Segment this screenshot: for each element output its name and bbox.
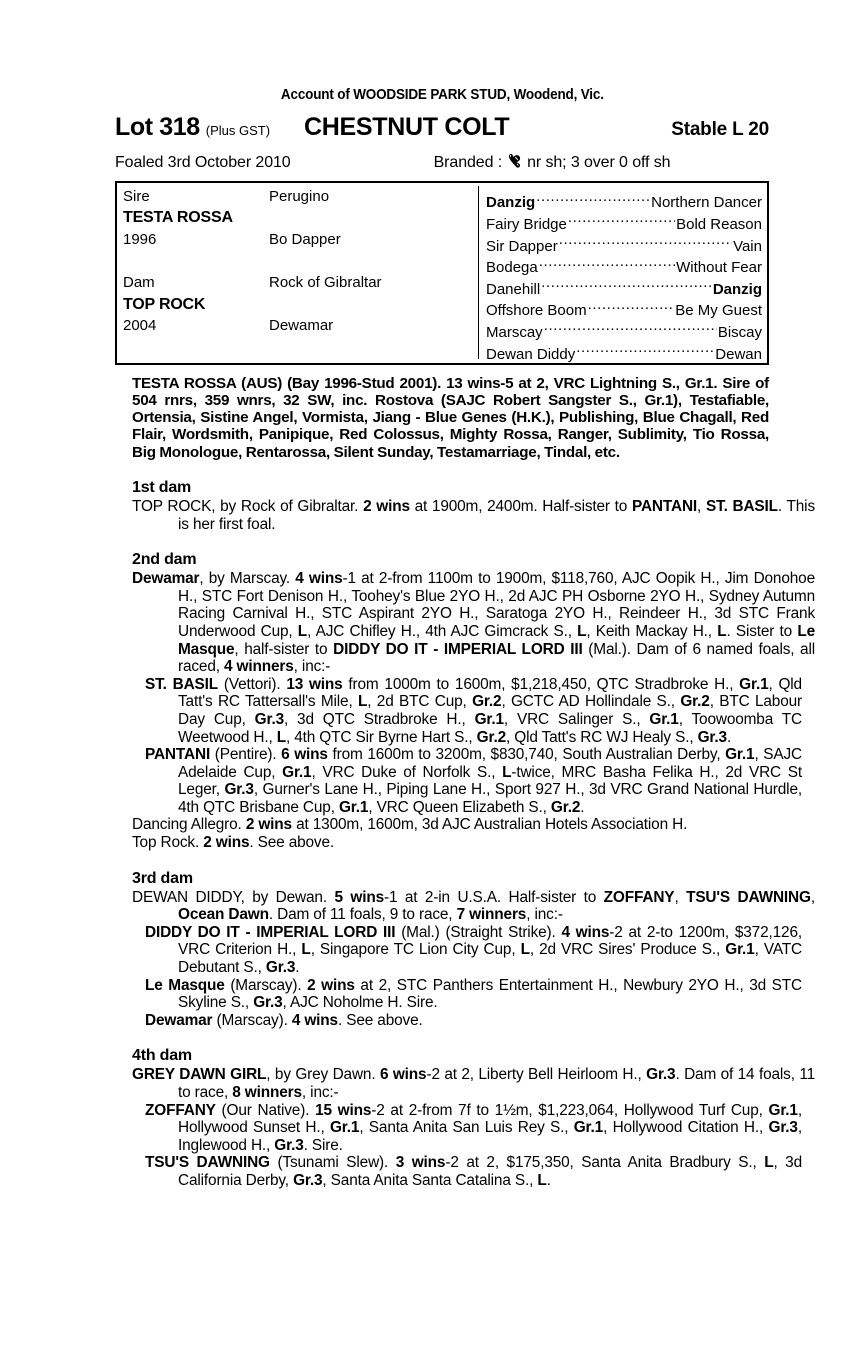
plain-text: (Pentire).: [210, 746, 282, 764]
emphasis-text: Dewamar: [132, 570, 200, 588]
pedigree-entry: [145, 924, 802, 977]
plain-text: at 2, STC Panthers Entertainment H., Newbury 2YO H., 3d STC Skyline S.,: [178, 976, 802, 1012]
emphasis-text: Gr.1: [739, 675, 769, 693]
emphasis-text: TSU'S DAWNING: [686, 888, 811, 906]
dam-sire: Rock of Gibraltar: [269, 274, 382, 292]
plain-text: -2 at 2-from 7f to 1½m, $1,223,064, Hollywood Turf Cup,: [371, 1101, 769, 1119]
ancestor-value: Bold Reason: [676, 215, 762, 233]
table-row: [123, 251, 478, 273]
emphasis-text: 4 wins: [295, 570, 343, 588]
emphasis-text: 2 wins: [203, 834, 250, 852]
emphasis-text: Gr.3: [253, 994, 283, 1012]
emphasis-text: Gr.3: [254, 710, 285, 728]
emphasis-text: Gr.1: [725, 941, 755, 959]
ancestor-name: Marscay: [486, 323, 543, 341]
plain-text: -twice, MRC Basha Felika H., 2d VRC St Leger,: [178, 763, 802, 799]
entry-text: [145, 1154, 802, 1189]
ancestor-value: Danzig: [712, 280, 762, 298]
plain-text: , half-sister to: [234, 640, 334, 658]
emphasis-text: L: [297, 622, 308, 640]
dot-leader: [539, 251, 675, 273]
entry-text: [145, 924, 802, 976]
emphasis-text: ZOFFANY: [145, 1101, 216, 1119]
pedigree-entry: [132, 1066, 815, 1101]
plain-text: . See above.: [249, 834, 334, 852]
emphasis-text: ST. BASIL: [145, 675, 219, 693]
plain-text: (Vettori).: [218, 675, 287, 693]
sire-sire: Perugino: [269, 187, 330, 205]
emphasis-text: 5 wins: [334, 888, 384, 906]
plain-text: , BTC Labour Day Cup,: [178, 693, 802, 728]
plain-text: . This is her first foal.: [178, 497, 815, 533]
plain-text: , AJC Chifley H., 4th AJC Gimcrack S.,: [307, 622, 578, 640]
plain-text: .: [546, 1171, 551, 1189]
plain-text: . Sister to: [726, 622, 798, 640]
plain-text: , VRC Queen Elizabeth S.,: [368, 798, 551, 816]
ancestor-value: Vain: [733, 237, 762, 255]
plain-text: , AJC Noholme H. Sire.: [282, 994, 438, 1012]
dam-section-heading: 2nd dam: [132, 551, 197, 569]
plain-text: , VATC Debutant S.,: [178, 941, 803, 977]
emphasis-text: Gr.3: [274, 1136, 304, 1154]
entry-text: [132, 816, 687, 833]
entry-text: [145, 746, 802, 816]
plain-text: Top Rock.: [132, 834, 204, 852]
plain-text: , Gurner's Lane H., Piping Lane H., Sport 927 H., 3d VRC Grand National Hurdle, 4th QTC Brisbane Cup,: [178, 781, 802, 816]
dam-dam: Dewamar: [269, 317, 334, 335]
entry-text: [145, 977, 802, 1012]
emphasis-text: Gr.2: [476, 728, 506, 746]
dot-leader: [576, 337, 714, 359]
plain-text: , inc:-: [526, 906, 563, 924]
dot-leader: [544, 315, 717, 337]
plain-text: (Marscay).: [224, 976, 308, 994]
ancestor-name: Danehill: [486, 280, 541, 298]
sire-dam: Bo Dapper: [269, 230, 341, 248]
plain-text: , Hollywood Citation H.,: [603, 1119, 769, 1137]
ancestor-value: Northern Dancer: [651, 194, 762, 212]
emphasis-text: Dewamar: [145, 1011, 213, 1029]
emphasis-text: L: [717, 622, 727, 640]
plain-text: -2 at 2, Liberty Bell Heirloom H.,: [426, 1066, 647, 1084]
dam-sections: [115, 478, 816, 1190]
ancestor-value: Be My Guest: [675, 302, 762, 320]
pedigree-entry: [145, 1154, 802, 1189]
emphasis-text: Gr.2: [550, 798, 581, 816]
plain-text: . Sire.: [303, 1136, 343, 1154]
dam-name: TOP ROCK: [123, 295, 206, 313]
pedigree-entry: [132, 889, 815, 924]
emphasis-text: 7 winners: [456, 906, 527, 924]
plain-text: from 1600m to 3200m, $830,740, South Australian Derby,: [327, 746, 726, 764]
emphasis-text: 15 wins: [315, 1101, 372, 1119]
plain-text: -2 at 2-to 1200m, $372,126, VRC Criterion H.,: [178, 923, 802, 959]
plain-text: , inc:-: [301, 1084, 339, 1102]
emphasis-text: Gr.1: [725, 746, 755, 764]
plain-text: , VRC Duke of Norfolk S.,: [311, 763, 503, 781]
emphasis-text: L: [502, 763, 512, 781]
table-row: [123, 207, 478, 229]
dam-year: 2004: [123, 317, 157, 335]
spacer-cell: [269, 207, 478, 229]
emphasis-text: L: [764, 1154, 774, 1172]
plain-text: , 3d California Derby,: [178, 1154, 802, 1189]
ancestor-name: Offshore Boom: [486, 302, 587, 320]
ancestor-value: Biscay: [717, 323, 762, 341]
pedigree-entry: [145, 977, 802, 1012]
emphasis-text: Gr.1: [338, 798, 369, 816]
entry-text: [145, 1012, 423, 1029]
emphasis-text: Le Masque: [178, 622, 815, 658]
plain-text: . Dam of 14 foals, 11 to race,: [178, 1066, 815, 1102]
catalogue-sheet: [115, 86, 816, 1190]
foaled-branded-row: [115, 148, 769, 172]
emphasis-text: Gr.3: [265, 959, 296, 977]
plain-text: , 2d VRC Sires' Produce S.,: [529, 941, 726, 959]
colour-and-sex: CHESTNUT COLT: [304, 112, 510, 141]
table-row: [123, 337, 478, 359]
plain-text: at 1300m, 1600m, 3d AJC Australian Hotels Association H.: [291, 816, 688, 834]
table-row: [123, 229, 478, 251]
emphasis-text: L: [276, 728, 286, 746]
plain-text: (Marscay).: [212, 1011, 292, 1029]
plain-text: ,: [810, 888, 815, 906]
dot-leader: [541, 272, 712, 294]
pedigree-third-generation: [479, 186, 767, 363]
emphasis-text: DIDDY DO IT - IMPERIAL LORD III: [145, 923, 396, 941]
dot-leader: [568, 207, 675, 229]
emphasis-text: Gr.1: [573, 1119, 604, 1137]
entry-text: [132, 834, 334, 851]
emphasis-text: TSU'S DAWNING: [145, 1154, 270, 1172]
pedigree-entry: [132, 834, 799, 852]
ancestor-name: Fairy Bridge: [486, 215, 567, 233]
emphasis-text: L: [358, 693, 368, 711]
dot-leader: [559, 229, 732, 251]
plain-text: ,: [674, 888, 687, 906]
pedigree-table: [115, 181, 769, 365]
plain-text: .: [726, 728, 732, 746]
emphasis-text: Gr.2: [680, 693, 710, 711]
branded-detail: nr sh; 3 over 0 off sh: [527, 153, 671, 171]
spacer-cell: [269, 251, 478, 273]
table-row: [123, 186, 478, 208]
pedigree-entry: [145, 1102, 802, 1155]
table-row: [123, 294, 478, 316]
emphasis-text: 13 wins: [286, 675, 343, 693]
plain-text: (Tsunami Slew).: [269, 1154, 396, 1172]
ancestor-name: Dewan Diddy: [486, 345, 576, 363]
dam-label: Dam: [123, 274, 155, 292]
brand-symbol-icon: [506, 151, 525, 170]
plain-text: Dancing Allegro.: [132, 816, 246, 834]
dot-leader: [588, 294, 675, 316]
plain-text: , Keith Mackay H.,: [586, 622, 718, 640]
emphasis-text: Gr.1: [329, 1119, 360, 1137]
emphasis-text: Gr.1: [768, 1101, 798, 1119]
emphasis-text: PANTANI: [145, 746, 211, 764]
plain-text: -1 at 2-from 1100m to 1900m, $118,760, AJC Oopik H., Jim Donohoe H., STC Fort Denison H., Toohey's Blue 2YO H., 2d AJC PH Osborne 2YO H., Sydney Autumn Racing Carnival H., STC Aspirant 2YO H., Saratoga 2YO H., Reindeer H., 3d STC Frank Underwood Cup,: [178, 570, 815, 640]
plain-text: , 2d BTC Cup,: [367, 693, 473, 711]
emphasis-text: 2 wins: [307, 976, 355, 994]
entry-text: [132, 889, 815, 924]
entry-text: [132, 1066, 815, 1101]
ancestor-value: Without Fear: [676, 259, 762, 277]
emphasis-text: Gr.3: [697, 728, 727, 746]
branded-label: Branded :: [433, 153, 503, 171]
emphasis-text: Gr.1: [649, 710, 679, 728]
emphasis-text: Le Masque: [145, 976, 225, 994]
foaled-date: Foaled 3rd October 2010: [115, 153, 291, 171]
emphasis-text: L: [301, 941, 311, 959]
emphasis-text: 6 wins: [379, 1066, 427, 1084]
plain-text: TOP ROCK, by Rock of Gibraltar.: [132, 497, 364, 515]
emphasis-text: 8 winners: [232, 1084, 302, 1102]
plain-text: , GCTC AD Hollindale S.,: [501, 693, 681, 711]
pedigree-entry: [145, 676, 802, 746]
emphasis-text: ZOFFANY: [603, 888, 675, 906]
emphasis-text: L: [537, 1171, 547, 1189]
account-line: [115, 86, 769, 105]
pedigree-entry: [145, 1012, 802, 1030]
plain-text: from 1000m to 1600m, $1,218,450, QTC Stradbroke H.,: [342, 675, 740, 693]
emphasis-text: 3 wins: [395, 1154, 446, 1172]
sire-summary-paragraph: TESTA ROSSA (AUS) (Bay 1996-Stud 2001). 13 wins-5 at 2, VRC Lightning S., Gr.1. Sire of 504 rnrs, 359 wnrs, 32 SW, inc. Rostova (SAJC Robert Sangster S., Gr.1), Testafiable, Ortensia, Sistine Angel, Vormista, Jiang - Blue Genes (H.K.), Publishing, Blue Chagall, Red Flair, Wordsmith, Panipique, Red Colossus, Mighty Rossa, Ranger, Sublimity, Tio Rossa, Big Monologue, Rentarossa, Silent Sunday, Testamarriage, Tindal, etc.: [132, 374, 769, 461]
spacer-cell: [123, 337, 269, 359]
plain-text: , Santa Anita San Luis Rey S.,: [359, 1119, 574, 1137]
ancestor-value: Dewan: [715, 345, 762, 363]
emphasis-text: 4 wins: [291, 1011, 338, 1029]
emphasis-text: Ocean Dawn: [178, 906, 269, 924]
emphasis-text: Gr.3: [224, 781, 254, 799]
lot-title-row: [115, 113, 769, 141]
ancestor-name: Sir Dapper: [486, 237, 558, 255]
plain-text: (Our Native).: [215, 1101, 316, 1119]
stable-number: Stable L 20: [671, 118, 769, 140]
plain-text: , Inglewood H.,: [178, 1119, 802, 1154]
emphasis-text: 2 wins: [363, 497, 410, 515]
pedigree-left-columns: [117, 186, 479, 359]
plain-text: , Qld Tatt's RC Tattersall's Mile,: [178, 675, 802, 711]
emphasis-text: Gr.2: [472, 693, 502, 711]
account-text: Account of WOODSIDE PARK STUD, Woodend, Vic.: [280, 86, 604, 103]
plain-text: . Dam of 11 foals, 9 to race,: [268, 906, 457, 924]
pedigree-entry: [132, 570, 815, 676]
plain-text: ,: [697, 497, 706, 515]
emphasis-text: ST. BASIL: [705, 497, 778, 515]
plain-text: , 4th QTC Sir Byrne Hart S.,: [285, 728, 477, 746]
dam-section-heading: 4th dam: [132, 1047, 192, 1065]
emphasis-text: 2 wins: [245, 816, 292, 834]
plain-text: DEWAN DIDDY, by Dewan.: [132, 888, 335, 906]
pedigree-entry: [132, 816, 799, 834]
entry-text: [145, 1102, 802, 1154]
emphasis-text: Gr.1: [474, 710, 504, 728]
plain-text: , SAJC Adelaide Cup,: [178, 746, 802, 781]
table-row: [123, 272, 478, 294]
spacer-cell: [123, 251, 269, 273]
dam-section-heading: 1st dam: [132, 478, 192, 496]
entry-text: [132, 498, 815, 533]
gst-note: (Plus GST): [205, 122, 271, 138]
plain-text: , Qld Tatt's RC WJ Healy S.,: [506, 728, 698, 746]
branded-info: [434, 148, 671, 172]
emphasis-text: GREY DAWN GIRL: [132, 1066, 267, 1084]
emphasis-text: L: [577, 622, 587, 640]
plain-text: , Santa Anita Santa Catalina S.,: [322, 1171, 538, 1189]
entry-text: [132, 570, 815, 675]
dam-section-heading: 3rd dam: [132, 869, 193, 887]
sire-year: 1996: [123, 230, 157, 248]
plain-text: , 3d QTC Stradbroke H.,: [284, 710, 475, 728]
plain-text: , Singapore TC Lion City Cup,: [310, 941, 521, 959]
sire-label: Sire: [123, 187, 150, 205]
pedigree-entry: [145, 746, 802, 816]
plain-text: , inc:-: [293, 658, 331, 676]
table-row: [123, 315, 478, 337]
sire-name: TESTA ROSSA: [123, 209, 233, 227]
pedigree-entry: [132, 498, 815, 533]
emphasis-text: 4 winners: [224, 658, 294, 676]
emphasis-text: Gr.3: [646, 1066, 676, 1084]
spacer-cell: [269, 294, 478, 316]
emphasis-text: Gr.3: [768, 1119, 798, 1137]
emphasis-text: 4 wins: [561, 923, 610, 941]
plain-text: .: [580, 798, 585, 816]
emphasis-text: DIDDY DO IT - IMPERIAL LORD III: [333, 640, 583, 658]
ancestor-name: Danzig: [486, 194, 536, 212]
plain-text: , by Grey Dawn.: [266, 1066, 380, 1084]
entry-text: [145, 676, 802, 746]
plain-text: (Mal.). Dam of 6 named foals, all raced,: [178, 640, 816, 676]
plain-text: .: [295, 959, 300, 977]
plain-text: , Toowoomba TC Weetwood H.,: [178, 710, 802, 746]
table-row: [486, 186, 762, 212]
plain-text: -2 at 2, $175,350, Santa Anita Bradbury S.,: [445, 1154, 765, 1172]
plain-text: at 1900m, 2400m. Half-sister to: [409, 497, 632, 515]
lot-number: Lot 318: [115, 112, 200, 141]
plain-text: , Hollywood Sunset H.,: [178, 1101, 802, 1137]
ancestor-name: Bodega: [486, 259, 538, 277]
emphasis-text: 6 wins: [281, 746, 328, 764]
spacer-cell: [269, 337, 478, 359]
plain-text: . See above.: [337, 1011, 423, 1029]
plain-text: , by Marscay.: [199, 570, 296, 588]
plain-text: -1 at 2-in U.S.A. Half-sister to: [383, 888, 604, 906]
plain-text: , VRC Salinger S.,: [503, 710, 650, 728]
emphasis-text: Gr.1: [282, 763, 312, 781]
emphasis-text: Gr.3: [293, 1171, 323, 1189]
emphasis-text: PANTANI: [631, 497, 698, 515]
dot-leader: [536, 186, 650, 208]
plain-text: (Mal.) (Straight Strike).: [395, 923, 562, 941]
emphasis-text: L: [520, 941, 530, 959]
